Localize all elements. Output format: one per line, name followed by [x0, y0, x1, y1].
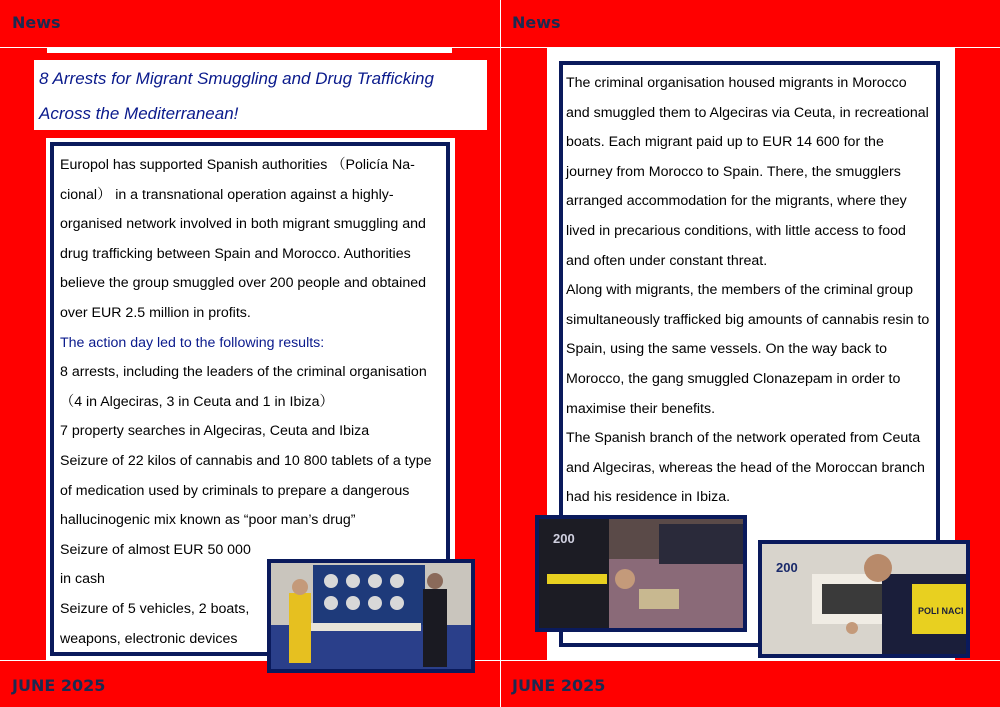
drawer-search-image	[762, 544, 966, 654]
logo-200-text: 200	[776, 560, 798, 575]
text-line: maximise their benefits.	[566, 400, 716, 417]
results-heading: The action day led to the following results:	[60, 334, 325, 351]
right-footer: JUNE 2025	[512, 676, 606, 695]
text-line: cional） in a transnational operation against a highly-	[60, 186, 394, 203]
text-line: had his residence in Ibiza.	[566, 489, 731, 506]
text-line: arranged accommodation for the migrants, where they	[566, 193, 907, 210]
left-footer: JUNE 2025	[12, 676, 106, 695]
text-line: Seizure of 5 vehicles, 2 boats,	[60, 600, 250, 617]
text-line: Morocco, the gang smuggled Clonazepam in order to	[566, 370, 901, 387]
text-line: journey from Morocco to Spain. There, the smugglers	[566, 163, 901, 180]
text-line: 8 arrests, including the leaders of the criminal organisation	[60, 364, 427, 381]
text-line: over EUR 2.5 million in profits.	[60, 304, 251, 321]
text-line: lived in precarious conditions, with little access to food	[566, 222, 906, 239]
vest-text: POLI NACI	[918, 606, 964, 616]
search-scene-image	[539, 519, 743, 628]
text-line: Seizure of almost EUR 50 000	[60, 541, 251, 558]
press-table-image	[271, 563, 471, 669]
title-box	[34, 60, 487, 130]
left-top-strip	[47, 47, 452, 53]
text-line: Europol has supported Spanish authorities （Policía Na-	[60, 157, 415, 173]
right-header: News	[512, 13, 561, 32]
text-line: and Algeciras, whereas the head of the Moroccan branch	[566, 459, 925, 476]
text-line: 7 property searches in Algeciras, Ceuta and Ibiza	[60, 423, 370, 440]
text-line: Spain, using the same vessels. On the way back to	[566, 341, 887, 358]
left-header: News	[12, 13, 61, 32]
logo-200-text: 200	[553, 531, 575, 546]
text-line: believe the group smuggled over 200 people and obtained	[60, 275, 427, 292]
text-line: weapons, electronic devices	[60, 630, 238, 647]
text-line: organised network involved in both migrant smuggling and	[60, 216, 426, 233]
text-line: boats. Each migrant paid up to EUR 14 600 for the	[566, 134, 884, 151]
article-title-line1: 8 Arrests for Migrant Smuggling and Drug Trafficking	[39, 69, 434, 88]
text-line: Along with migrants, the members of the criminal group	[566, 282, 913, 299]
text-line: in cash	[60, 571, 105, 588]
photo-search-1	[535, 515, 747, 632]
text-line: and often under constant threat.	[566, 252, 768, 269]
article-title-line2: Across the Mediterranean!	[39, 104, 239, 123]
text-line: drug trafficking between Spain and Morocco. Authorities	[60, 245, 411, 262]
text-line: Seizure of 22 kilos of cannabis and 10 800 tablets of a type	[60, 452, 432, 469]
text-line: （4 in Algeciras, 3 in Ceuta and 1 in Ibiza）	[60, 393, 334, 410]
photo-seized-items	[267, 559, 475, 673]
text-line: and smuggled them to Algeciras via Ceuta, in recreational	[566, 104, 929, 121]
text-line: The criminal organisation housed migrants in Morocco	[566, 75, 907, 91]
text-line: simultaneously trafficked big amounts of cannabis resin to	[566, 311, 930, 328]
page-divider	[500, 0, 501, 707]
photo-search-2	[758, 540, 970, 658]
text-line: The Spanish branch of the network operated from Ceuta	[566, 430, 921, 447]
text-line: of medication used by criminals to prepare a dangerous	[60, 482, 410, 499]
text-line: hallucinogenic mix known as “poor man’s drug”	[60, 512, 356, 529]
